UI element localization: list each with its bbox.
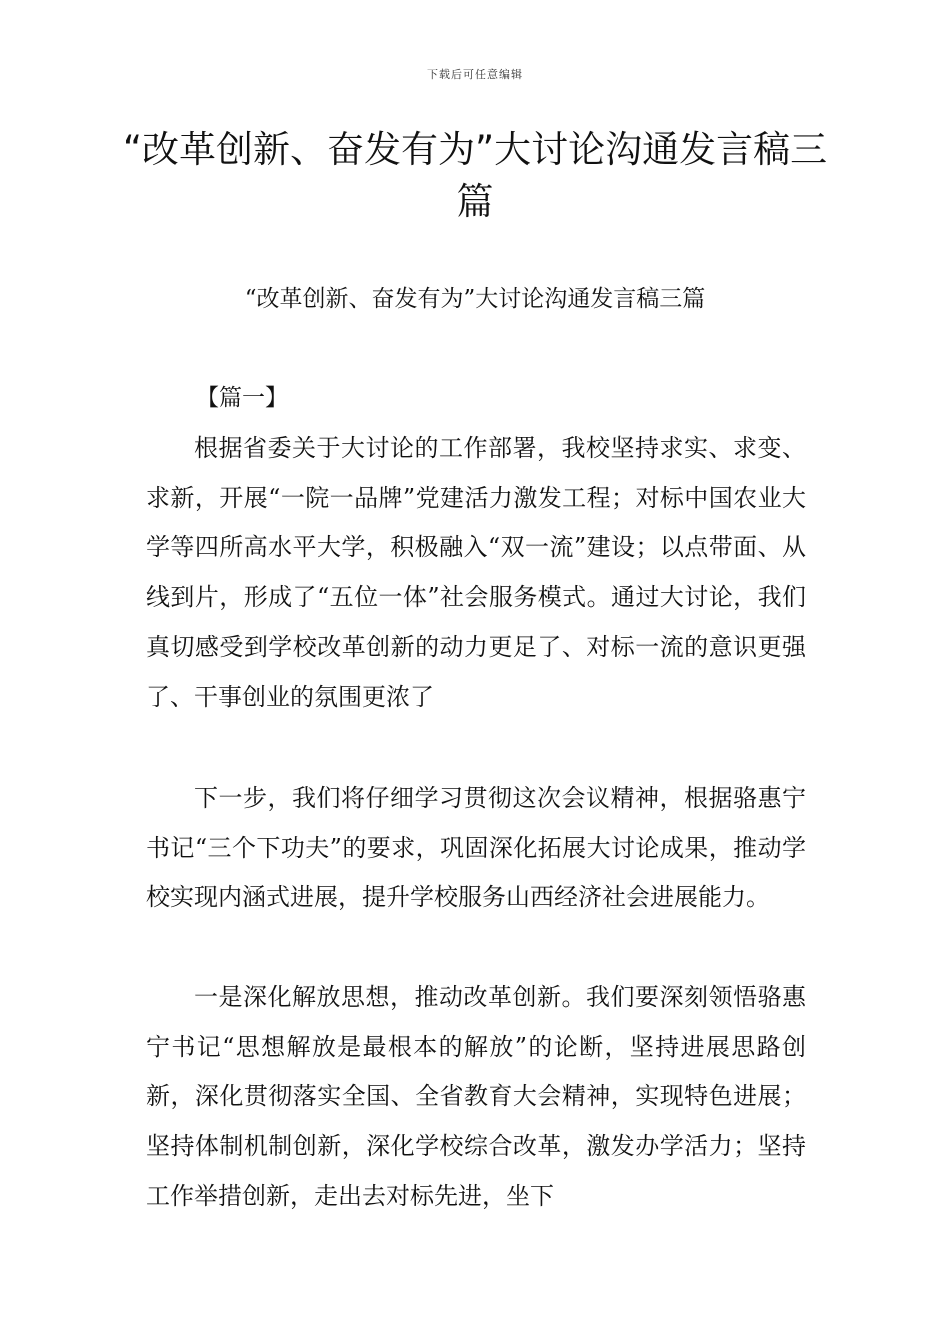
paragraph-2: 下一步，我们将仔细学习贯彻这次会议精神，根据骆惠宁书记“三个下功夫”的要求，巩固深化拓展大讨论成果，推动学校实现内涵式进展，提升学校服务山西经济社会进展能力。 [146, 784, 806, 912]
document-subtitle: “改革创新、奋发有为”大讨论沟通发言稿三篇 [244, 286, 706, 312]
section-label: 【篇一】 [196, 385, 288, 411]
header-note: 下载后可任意编辑 [427, 68, 523, 81]
document-title: “改革创新、奋发有为”大讨论沟通发言稿三篇 [122, 128, 828, 223]
paragraph-1: 根据省委关于大讨论的工作部署，我校坚持求实、求变、求新，开展“一院一品牌”党建活力激发工程；对标中国农业大学等四所高水平大学，积极融入“双一流”建设；以点带面、从线到片，形成了“五位一体”社会服务模式。通过大讨论，我们真切感受到学校改革创新的动力更足了、对标一流的意识更强了、干事创业的氛围更浓了 [146, 434, 806, 711]
paragraph-3: 一是深化解放思想，推动改革创新。我们要深刻领悟骆惠宁书记“思想解放是最根本的解放”的论断，坚持进展思路创新，深化贯彻落实全国、全省教育大会精神，实现特色进展；坚持体制机制创新，深化学校综合改革，激发办学活力；坚持工作举措创新，走出去对标先进，坐下 [146, 983, 806, 1210]
